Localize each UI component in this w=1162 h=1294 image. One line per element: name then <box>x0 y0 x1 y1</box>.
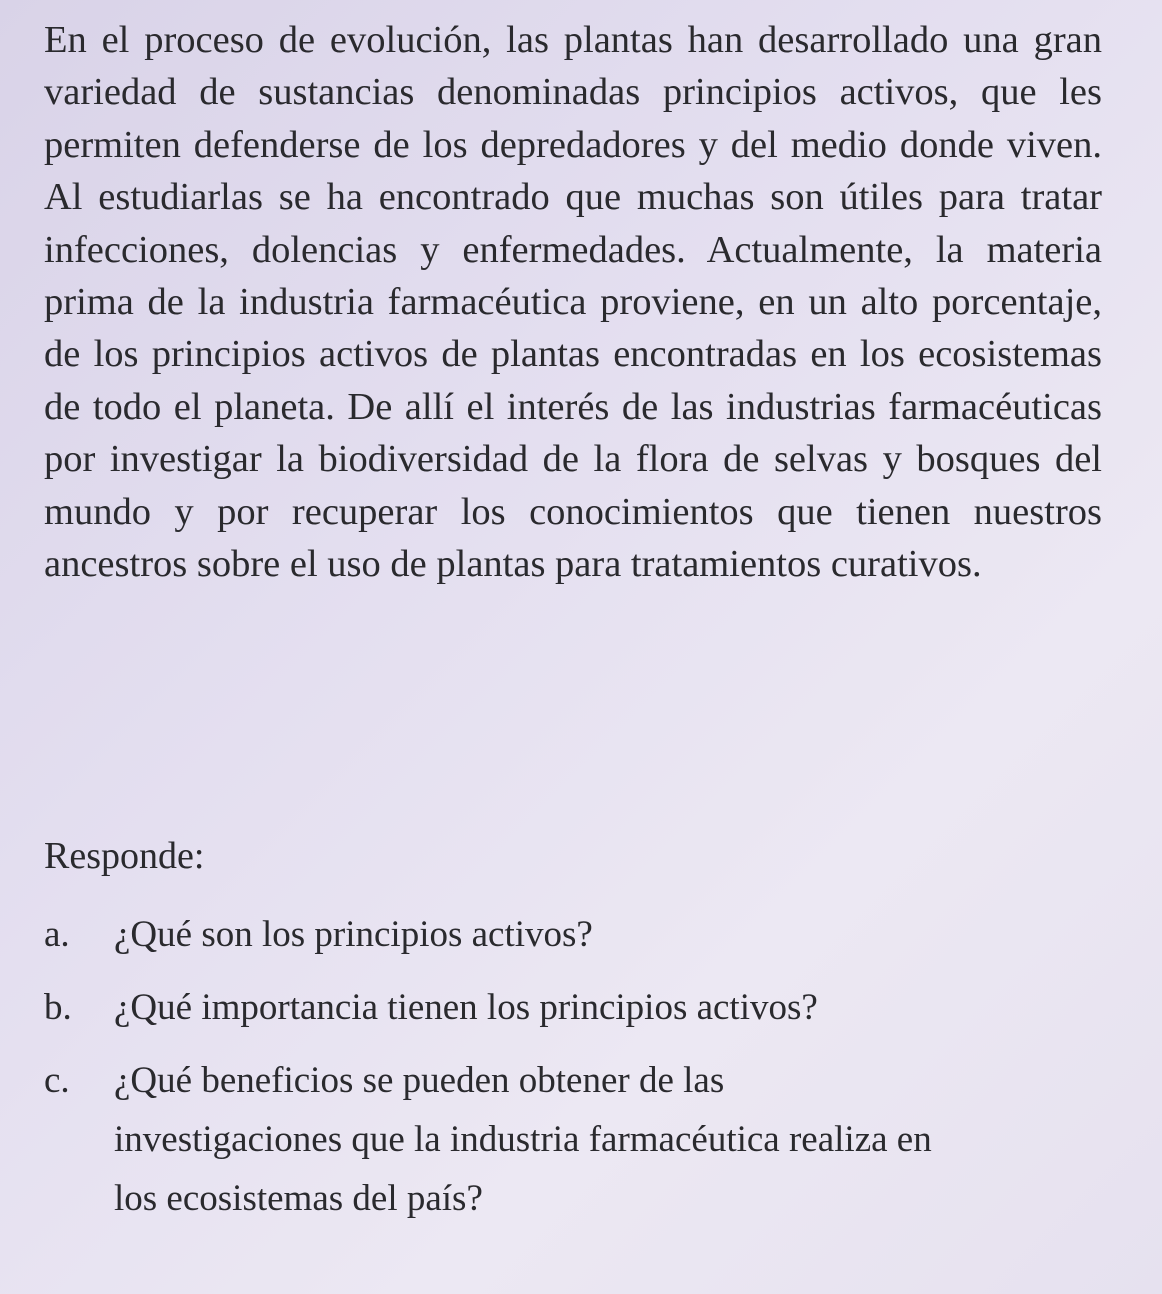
question-text: ¿Qué beneficios se pueden obtener de las investigaciones que la industria farmacéutica realiza en los ecosistemas del país? <box>114 1060 932 1219</box>
reading-passage: En el proceso de evolución, las plantas han desarrollado una gran variedad de sustancias denominadas principios activos, que les permiten defenderse de los depredadores y del medio donde viven. Al estudiarlas se ha encontrado que muchas son útiles para tratar infecciones, dolencias y enfermedades. Actualmente, la materia prima de la industria farmacéutica proviene, en un alto porcentaje, de los principios activos de plantas encontradas en los ecosistemas de todo el planeta. De allí el interés de las industrias farmacéuticas por investigar la biodiversidad de la flora de selvas y bosques del mundo y por recuperar los conocimientos que tienen nuestros ancestros sobre el uso de plantas para tratamientos curativos. <box>44 19 1102 586</box>
question-a <box>44 905 1104 964</box>
question-b <box>44 978 1104 1037</box>
question-list <box>44 905 1104 1242</box>
question-text: ¿Qué importancia tienen los principios activos? <box>114 987 818 1028</box>
question-text: ¿Qué son los principios activos? <box>114 914 593 955</box>
question-c <box>44 1051 1104 1228</box>
question-letter: b. <box>44 987 72 1028</box>
question-letter: a. <box>44 914 70 955</box>
responde-heading: Responde: <box>44 835 205 877</box>
question-letter: c. <box>44 1060 70 1101</box>
